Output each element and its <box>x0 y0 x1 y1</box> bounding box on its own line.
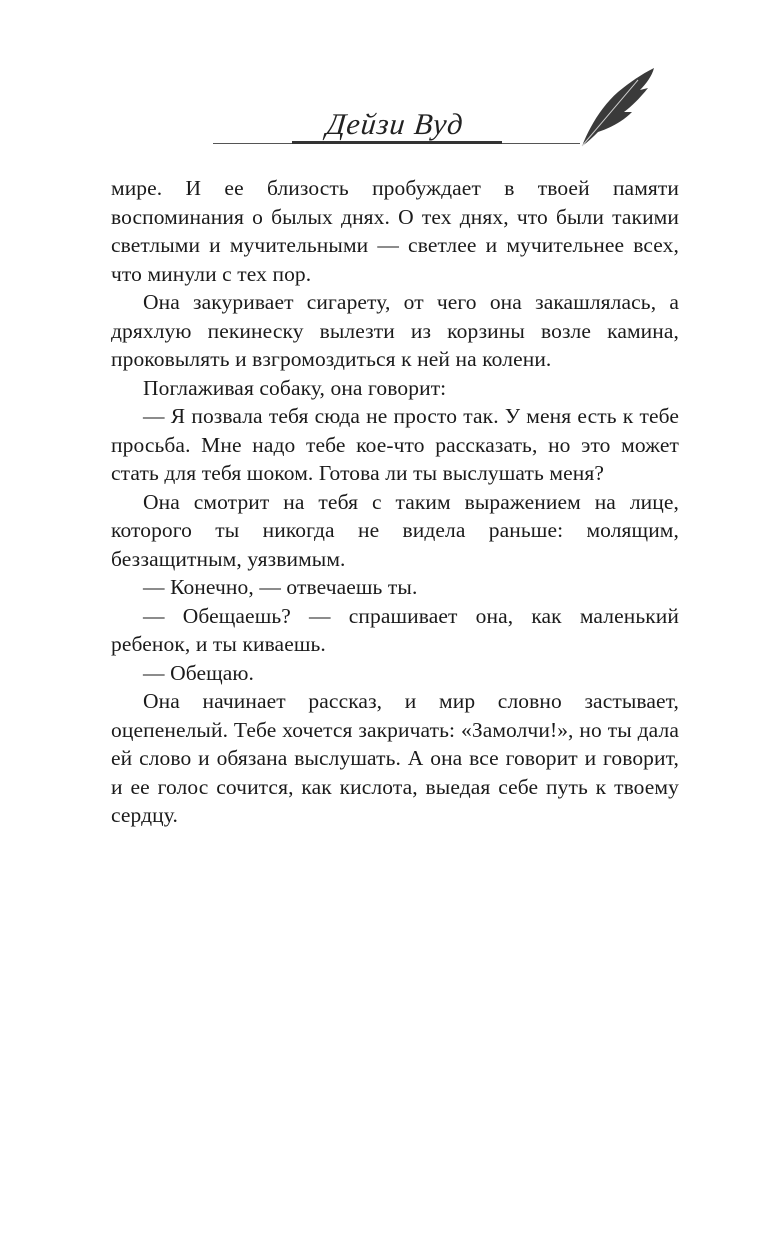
paragraph: Она смотрит на тебя с таким выражением на лице, которого ты никогда не видела раньше: молящим, беззащитным, уязвимым. <box>111 489 679 571</box>
paragraph: — Я позвала тебя сюда не просто так. У меня есть к тебе просьба. Мне надо тебе кое-что рассказать, но это может стать для тебя шоком. Готова ли ты выслушать меня? <box>111 404 679 485</box>
paragraph: Она закуривает сигарету, от чего она закашлялась, а дряхлую пекинеску вылезти из корзины возле камина, проковылять и взгромоздиться к ней на колени. <box>111 290 679 371</box>
running-header <box>0 0 768 160</box>
paragraph: Она начинает рассказ, и мир словно застывает, оцепенелый. Тебе хочется закричать: «Замолчи!», но ты дала ей слово и обязана выслушать. А она все говорит и говорит, и ее голос сочится, как кислота, выедая себе путь к твоему сердцу. <box>111 689 679 827</box>
paragraph: — Обещаешь? — спрашивает она, как маленький ребенок, и ты киваешь. <box>111 603 679 656</box>
paragraph: — Обещаю. <box>143 660 255 685</box>
paragraph: Поглаживая собаку, она говорит: <box>143 375 447 400</box>
paragraph: мире. И ее близость пробуждает в твоей памяти воспоминания о былых днях. О тех днях, что были такими светлыми и мучительными — светлее и мучительнее всех, что минули с тех пор. <box>111 176 679 286</box>
body-text <box>111 174 679 830</box>
paragraph: — Конечно, — отвечаешь ты. <box>143 575 418 599</box>
author-name: Дейзи Вуд <box>324 108 466 141</box>
quill-feather-icon <box>578 66 658 150</box>
